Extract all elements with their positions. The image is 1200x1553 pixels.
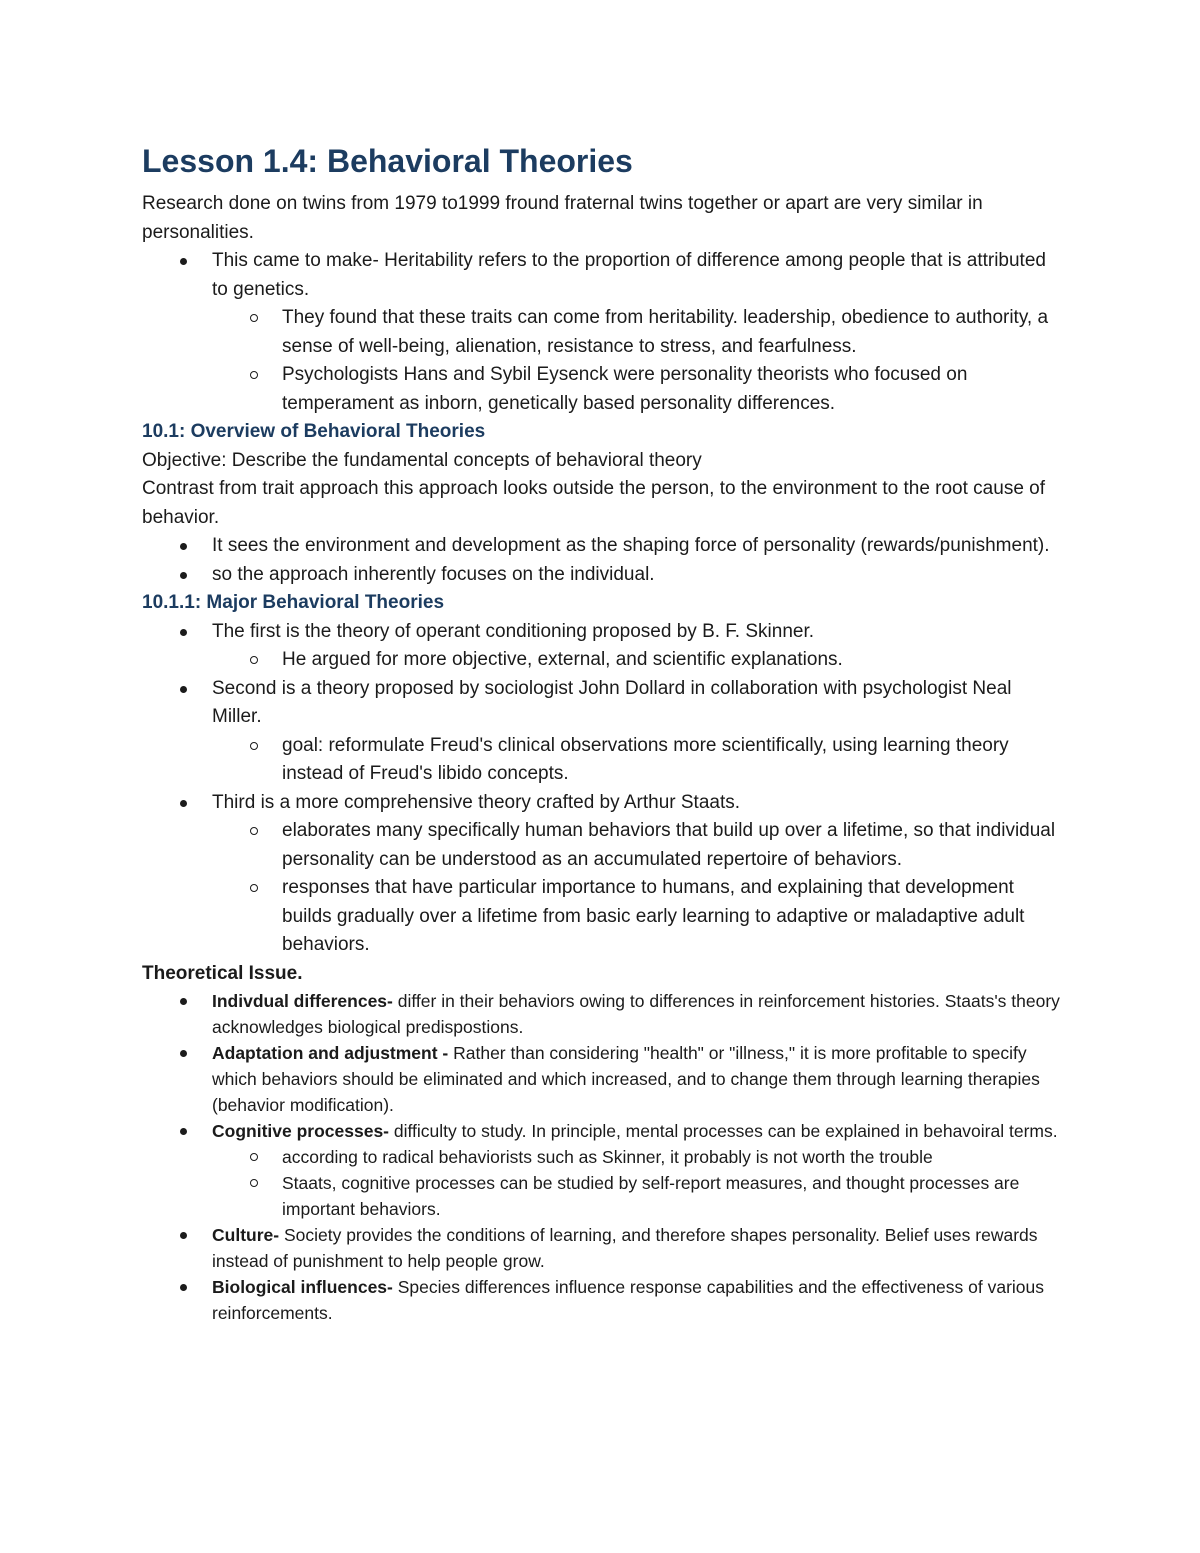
sub-list-item (212, 646, 1062, 675)
document-page (142, 138, 1062, 1326)
sub-list-item-text: responses that have particular importance to humans, and explaining that development builds gradually over a lifetime from basic early learning to adaptive or maladaptive adult behaviors. (282, 877, 1025, 955)
sub-list-item (212, 874, 1062, 960)
list-item-text: Second is a theory proposed by sociologist John Dollard in collaboration with psychologist Neal Miller. (212, 677, 1012, 727)
term-label: Culture- (212, 1225, 280, 1245)
term-label: Adaptation and adjustment - (212, 1043, 449, 1063)
list-item-text: Rather than considering "health" or "illness," it is more profitable to specify which behaviors should be eliminated and which increased, and to change them through learning therapies (behavior modification). (212, 1043, 1040, 1115)
sub-list-item (212, 732, 1062, 789)
list-item-text: so the approach inherently focuses on the individual. (212, 563, 655, 585)
term-label: Indivdual differences- (212, 991, 393, 1011)
bullet-icon (180, 1128, 187, 1135)
list-item-text: Society provides the conditions of learning, and therefore shapes personality. Belief uses rewards instead of punishment to help people grow. (212, 1225, 1038, 1271)
term-label: Biological influences- (212, 1277, 393, 1297)
sub-list-item (212, 361, 1062, 418)
theoretical-issues (142, 988, 1062, 1326)
list-item (142, 988, 1062, 1040)
bullet-icon (180, 998, 187, 1005)
hollow-bullet-icon (250, 371, 258, 379)
hollow-bullet-icon (250, 827, 258, 835)
section-heading: 10.1: Overview of Behavioral Theories (142, 421, 486, 442)
intro-list (142, 247, 1062, 418)
contrast-text: Contrast from trait approach this approach looks outside the person, to the environment to the root cause of behavior. (142, 478, 1046, 528)
hollow-bullet-icon (250, 1153, 258, 1161)
sub-list (212, 817, 1062, 960)
term-label: Cognitive processes- (212, 1121, 389, 1141)
list-item (142, 789, 1062, 960)
sub-list-item (212, 817, 1062, 874)
list-item-text: It sees the environment and development as the shaping force of personality (rewards/punishment). (212, 535, 1050, 556)
sub-list-item (212, 304, 1062, 361)
list-item (142, 1118, 1062, 1222)
bullet-icon (180, 543, 187, 550)
section3-list (142, 988, 1062, 1326)
sub-list-item-text: They found that these traits can come from heritability. leadership, obedience to authority, a sense of well-being, alienation, resistance to stress, and fearfulness. (282, 307, 1049, 357)
intro-paragraph: Research done on twins from 1979 to1999 fround fraternal twins together or apart are very similar in personalities. (142, 193, 983, 243)
sub-list-item-text: Staats, cognitive processes can be studied by self-report measures, and thought processes are important behaviors. (282, 1173, 1020, 1219)
sub-list (212, 732, 1062, 789)
hollow-bullet-icon (250, 314, 258, 322)
sub-list-item-text: according to radical behaviorists such as Skinner, it probably is not worth the trouble (282, 1147, 933, 1167)
sub-list-item-text: He argued for more objective, external, and scientific explanations. (282, 649, 843, 670)
sub-list-item (212, 1170, 1062, 1222)
bullet-icon (180, 686, 187, 693)
list-item-text: differ in their behaviors owing to differences in reinforcement histories. Staats's theory acknowledges biological predispostions. (212, 991, 1060, 1037)
list-item-text: Species differences influence response capabilities and the effectiveness of various reinforcements. (212, 1277, 1045, 1323)
list-item-text: Third is a more comprehensive theory crafted by Arthur Staats. (212, 791, 741, 813)
sub-list-item-text: Psychologists Hans and Sybil Eysenck were personality theorists who focused on temperament as inborn, genetically based personality differences. (282, 364, 968, 414)
list-item (142, 561, 1062, 590)
list-item-text: The first is the theory of operant conditioning proposed by B. F. Skinner. (212, 620, 815, 642)
bullet-icon (180, 258, 187, 265)
page-title: Lesson 1.4: Behavioral Theories (142, 143, 633, 179)
sub-list-item (212, 1144, 1062, 1170)
sub-list (212, 304, 1062, 418)
section-heading: 10.1.1: Major Behavioral Theories (142, 592, 445, 613)
hollow-bullet-icon (250, 656, 258, 664)
section2-list (142, 618, 1062, 960)
list-item (142, 1274, 1062, 1326)
sub-list (212, 1144, 1062, 1222)
list-item (142, 618, 1062, 675)
hollow-bullet-icon (250, 1179, 258, 1187)
list-item (142, 675, 1062, 789)
bullet-icon (180, 1232, 187, 1239)
list-item (142, 247, 1062, 418)
sub-list-item-text: elaborates many specifically human behaviors that build up over a lifetime, so that individual personality can be understood as an accumulated repertoire of behaviors. (282, 820, 1056, 870)
objective-text: Objective: Describe the fundamental concepts of behavioral theory (142, 449, 702, 471)
section1-list (142, 532, 1062, 589)
bullet-icon (180, 1284, 187, 1291)
list-item-text: difficulty to study. In principle, mental processes can be explained in behavoiral terms. (389, 1121, 1058, 1141)
hollow-bullet-icon (250, 742, 258, 750)
sub-list-item-text: goal: reformulate Freud's clinical observations more scientifically, using learning theory instead of Freud's libido concepts. (282, 734, 1009, 784)
list-item-text: This came to make- Heritability refers to the proportion of difference among people that is attributed to genetics. (212, 250, 1046, 300)
list-item (142, 532, 1062, 561)
sub-list (212, 646, 1062, 675)
bullet-icon (180, 800, 187, 807)
hollow-bullet-icon (250, 884, 258, 892)
list-item (142, 1222, 1062, 1274)
bullet-icon (180, 629, 187, 636)
section-heading: Theoretical Issue. (142, 962, 303, 984)
list-item (142, 1040, 1062, 1118)
bullet-icon (180, 1050, 187, 1057)
bullet-icon (180, 572, 187, 579)
